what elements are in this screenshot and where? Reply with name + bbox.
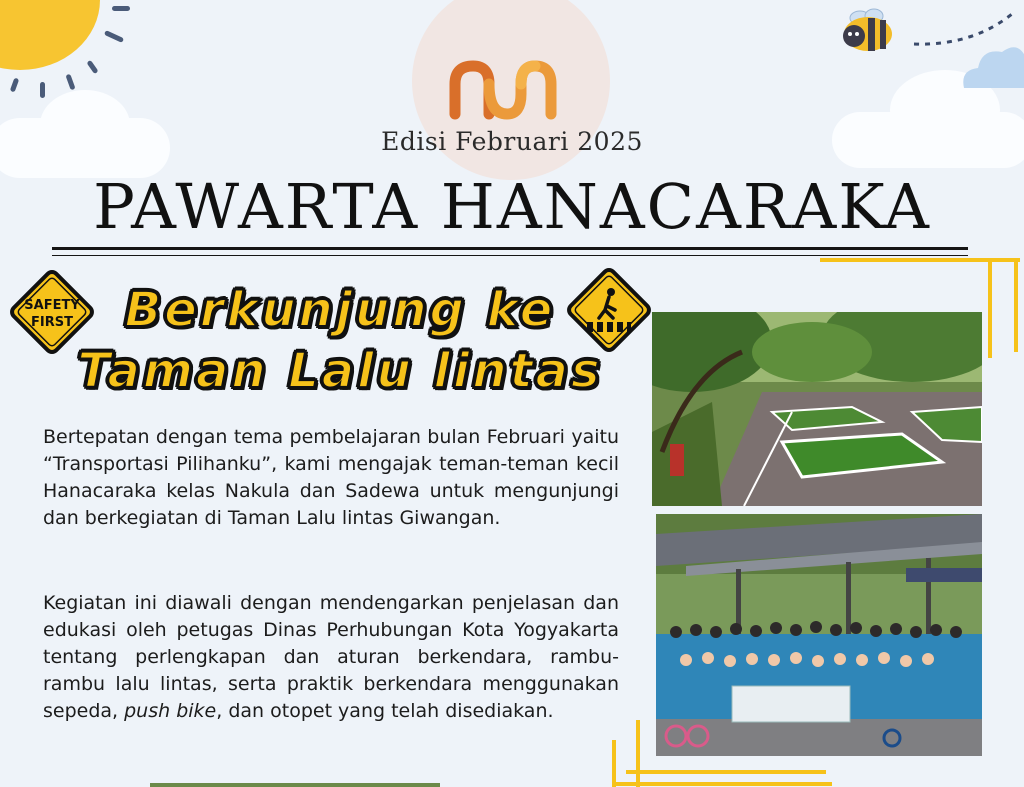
photo-frame-line xyxy=(1014,262,1018,352)
safety-sign-word-2: FIRST xyxy=(31,315,73,330)
article-paragraph-1: Bertepatan dengan tema pembelajaran bulan Februari yaitu “Transportasi Pilihanku”, kami mengajak teman-teman kecil Hanacaraka kelas Nakula dan Sadewa untuk mengunjungi dan berkegiatan di Taman Lalu lintas Giwangan. xyxy=(43,426,619,529)
sun-ray xyxy=(112,6,130,11)
sun-decoration xyxy=(0,0,100,70)
sun-ray xyxy=(10,78,19,93)
photo-frame-line xyxy=(612,740,616,787)
group-photo xyxy=(656,514,982,756)
photo-frame-line xyxy=(988,258,992,358)
masthead-rule xyxy=(52,247,968,250)
school-logo-icon xyxy=(447,58,565,120)
bee-icon xyxy=(838,6,910,54)
traffic-park-photo xyxy=(652,312,982,506)
masthead-title: PAWARTA HANACARAKA xyxy=(93,170,931,243)
sun-ray xyxy=(40,82,45,98)
sun-ray xyxy=(86,60,98,74)
article-paragraph-2 xyxy=(43,590,619,725)
paragraph-2-emphasis: push bike xyxy=(124,700,217,722)
masthead-rule-thin xyxy=(52,255,968,256)
safety-sign-word-1: SAFETY xyxy=(24,298,80,313)
photo-frame-line xyxy=(636,720,640,787)
photo-frame-line xyxy=(626,770,826,774)
paragraph-2-text-end: , dan otopet yang telah disediakan. xyxy=(216,700,554,722)
sun-ray xyxy=(104,30,124,43)
article-title-line-2: Taman Lalu lintas xyxy=(77,343,603,399)
next-photo-edge xyxy=(150,783,440,787)
sun-ray xyxy=(65,74,75,91)
photo-frame-line xyxy=(612,782,832,786)
paragraph-2-text: Kegiatan ini diawali dengan mendengarkan penjelasan dan edukasi oleh petugas Dinas Perhubungan Kota Yogyakarta tentang perlengkapan dan aturan berkendara, rambu-rambu lalu lintas, serta praktik berkendara menggunakan sepeda, xyxy=(43,592,619,722)
bee-trail-decoration xyxy=(912,10,1022,50)
edition-label: Edisi Februari 2025 xyxy=(381,127,643,156)
article-title-line-1: Berkunjung ke xyxy=(124,282,556,338)
